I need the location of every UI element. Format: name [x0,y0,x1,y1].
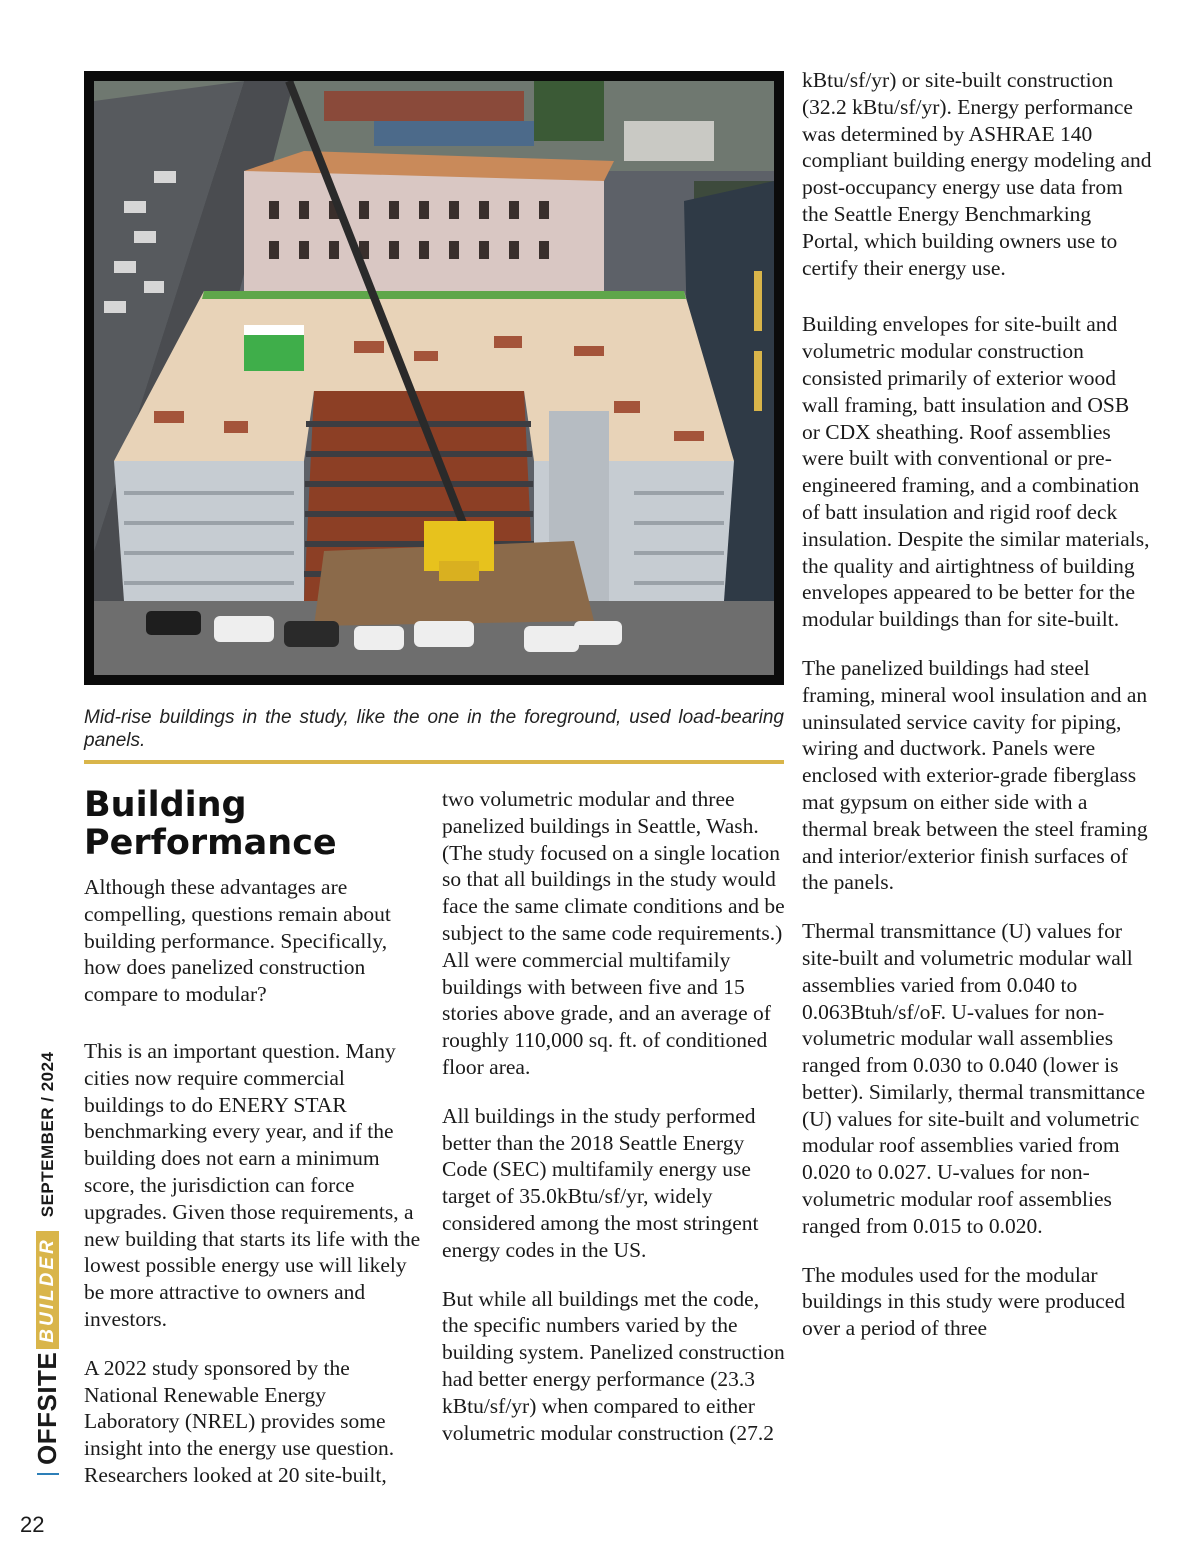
paragraph: kBtu/sf/yr) or site-built construction (32.2 kBtu/sf/yr). Energy performance was determined by ASHRAE 140 compliant building energy modeling and post-occupancy energy use data from the Seattle Energy Benchmarking Portal, which building owners use to certify their energy use. [802,68,1152,280]
construction-photo [84,71,784,685]
paragraph: But while all buildings met the code, the specific numbers varied by the building system. Panelized construction had better energy performance (23.3 kBtu/sf/yr) when compared to either volumetric modular construction (27.2 [442,1286,785,1445]
paragraph: Thermal transmittance (U) values for site-built and volumetric modular wall assemblies varied from 0.040 to 0.063Btuh/sf/oF. U-values for non-volumetric modular wall assemblies ranged from 0.030 to 0.040 (lower is better). Similarly, thermal transmittance (U) values for site-built and volumetric modular roof assemblies varied from 0.020 to 0.027. U-values for non-volumetric modular roof assemblies ranged from 0.015 to 0.020. [802,919,1146,1238]
paragraph: This is an important question. Many cities now require commercial buildings to do ENERY STAR benchmarking every year, and if the building does not earn a minimum score, the jurisdiction can force upgrades. Given those requirements, a new building that starts its life with the lowest possible energy use will likely be more attractive to owners and investors. [84,1038,421,1331]
paragraph: The modules used for the modular buildings in this study were produced over a period of three [802,1262,1126,1341]
paragraph: Although these advantages are compelling, questions remain about building performance. Specifically, how does panelized construction compare to modular? [84,875,391,1007]
photo-caption: Mid-rise buildings in the study, like the one in the foreground, used load-bearing panels. [84,707,784,751]
brand-builder: BUILDER [36,1231,59,1348]
section-divider [84,760,784,764]
article-column-middle [442,786,788,1468]
paragraph: Building envelopes for site-built and volumetric modular construction consisted primarily of exterior wood wall framing, batt insulation and OSB or CDX sheathing. Roof assemblies were built with conventional or pre-engineered framing, and a combination of batt insulation and rigid roof deck insulation. Despite the similar materials, the quality and airtightness of building envelopes appeared to be better for the modular buildings than for site-built. [802,312,1150,632]
article-column-left [84,874,424,1511]
brand-offsite: OFFSITE [32,1351,62,1465]
accent-bar [37,1473,59,1475]
page-number: 22 [20,1512,45,1537]
section-heading: Building Performance [84,785,337,863]
paragraph: A 2022 study sponsored by the National Renewable Energy Laboratory (NREL) provides some insight into the energy use question. Researchers looked at 20 site-built, [84,1355,395,1487]
paragraph: The panelized buildings had steel framing, mineral wool insulation and an uninsulated service cavity for piping, wiring and ductwork. Panels were enclosed with exterior-grade fiberglass mat gypsum on either side with a thermal break between the steel framing and interior/exterior finish surfaces of the panels. [802,655,1148,895]
construction-site-image [94,81,774,675]
issue-date: SEPTEMBER / 2024 [37,1051,57,1218]
article-column-right [802,67,1152,1364]
paragraph: two volumetric modular and three panelized buildings in Seattle, Wash. (The study focused on a single location so that all buildings in the study would face the same climate conditions and be subject to the same code requirements.) All were commercial multifamily buildings with between five and 15 stories above grade, and an average of roughly 110,000 sq. ft. of conditioned floor area. [442,787,785,1079]
sidebar-masthead [14,1051,62,1485]
paragraph: All buildings in the study performed better than the 2018 Seattle Energy Code (SEC) multifamily energy use target of 35.0kBtu/sf/yr, widely considered among the most stringent energy codes in the US. [442,1103,759,1262]
